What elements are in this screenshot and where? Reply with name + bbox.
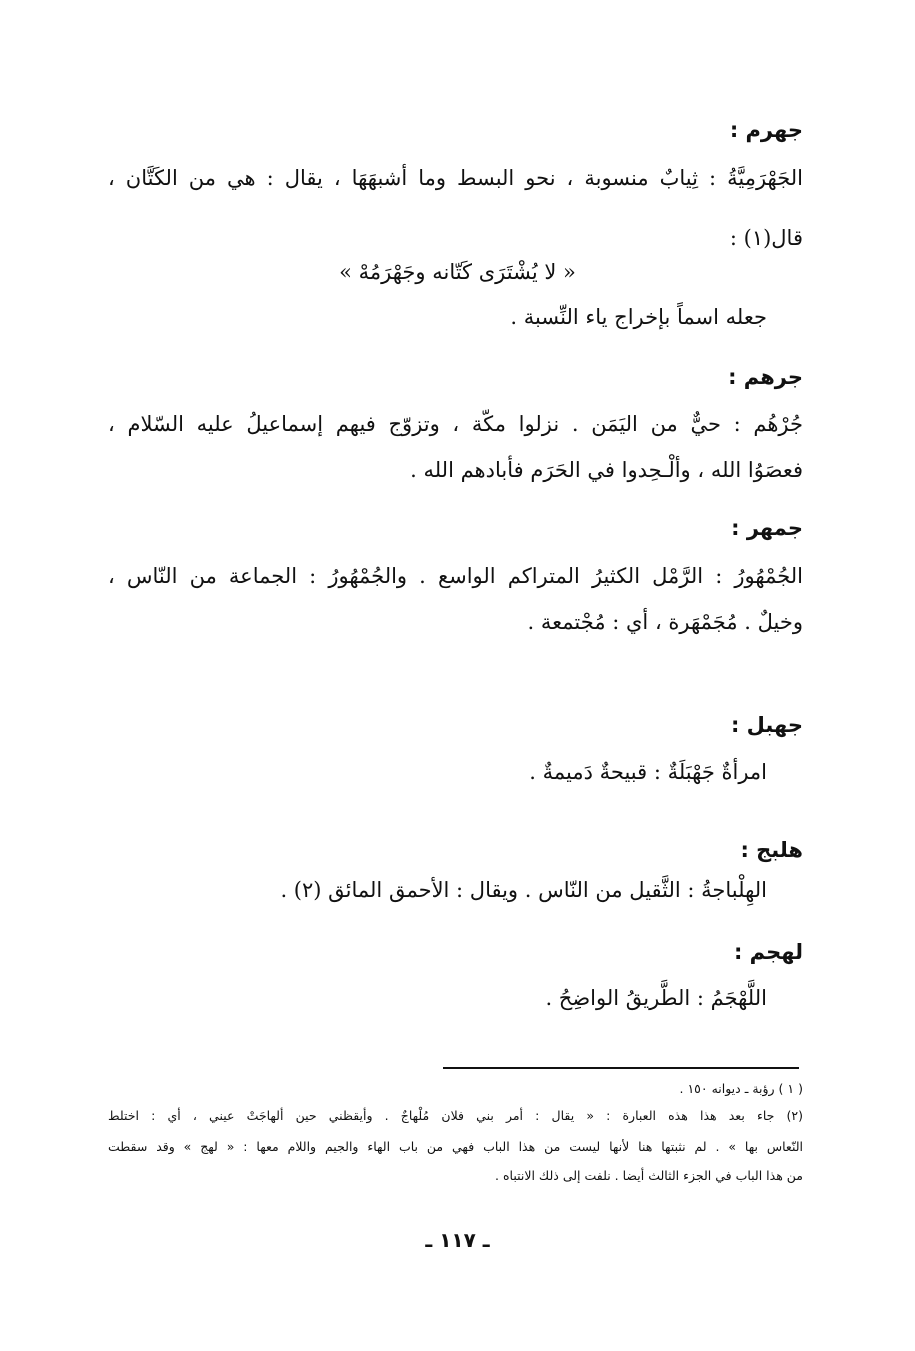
page-number: ـ ١١٧ ـ — [425, 1228, 490, 1252]
footnote-2-line-1: (٢) جاء بعد هذا هذه العبارة : « يقال : أمر بني فلان مُلْهاجٌ . وأيقظني حين ألهاجَتْ عيني ، أي : اختلط — [108, 1108, 803, 1123]
footnote-2-line-2: النّعاس بها » . لم نثبتها هنا لأنها ليست من هذا الباب فهي من باب الهاء والجيم واللام معها : « لهج » وقد سقطت — [108, 1139, 803, 1154]
entry-jumhur-line-1: الجُمْهُورُ : الرَّمْل الكثيرُ المتراكم الواسع . والجُمْهُورُ : الجماعة من النّاس ، — [108, 564, 803, 588]
footnote-1: ( ١ ) رؤبة ـ ديوانه ١٥٠ . — [679, 1081, 803, 1096]
footnote-2-line-3: من هذا الباب في الجزء الثالث أيضا . نلفت إلى ذلك الانتباه . — [495, 1168, 803, 1183]
entry-heading-hilbaj: هلبج : — [740, 838, 803, 862]
entry-jurhum-line-1: جُرْهُم : حيٌّ من اليَمَن . نزلوا مكّة ، وتزوّج فيهم إسماعيلُ عليه السّلام ، — [108, 412, 803, 436]
entry-heading-jurhum: جرهم : — [728, 365, 803, 389]
entry-jahram-line-2: قال(١) : — [729, 226, 803, 250]
entry-jurhum-line-2: فعصَوُا الله ، وألْـحِدوا في الحَرَم فأبادهم الله . — [410, 458, 803, 482]
entry-heading-lahjam: لهجم : — [733, 940, 803, 964]
entry-jahbal-line-1: امرأةٌ جَهْبَلَةٌ : قبيحةٌ دَميمةٌ . — [529, 760, 767, 784]
entry-hilbaj-line-1: الهِلْباجةُ : الثَّقيل من النّاس . ويقال : الأحمق المائق (٢) . — [280, 878, 767, 902]
entry-jahram-line-1: الجَهْرَمِيَّةُ : ثِيابٌ منسوبة ، نحو البسط وما أشبهَهَا ، يقال : هي من الكَتَّان ، — [108, 166, 803, 190]
footnote-divider — [443, 1067, 799, 1069]
entry-lahjam-line-1: اللَّهْجَمُ : الطَّريقُ الواضِحُ . — [545, 986, 767, 1010]
entry-jumhur-line-2: وخيلٌ . مُجَمْهَرة ، أي : مُجْتمعة . — [527, 610, 803, 634]
entry-heading-jahram: جهرم : — [729, 118, 803, 142]
entry-jahram-line-4: جعله اسماً بإخراج ياء النِّسبة . — [510, 305, 767, 329]
entry-jahram-verse: « لا يُشْتَرَى كَتّانه وجَهْرَمُهْ » — [339, 260, 576, 284]
entry-heading-jumhur: جمهر : — [731, 516, 803, 540]
entry-heading-jahbal: جهبل : — [730, 713, 803, 737]
